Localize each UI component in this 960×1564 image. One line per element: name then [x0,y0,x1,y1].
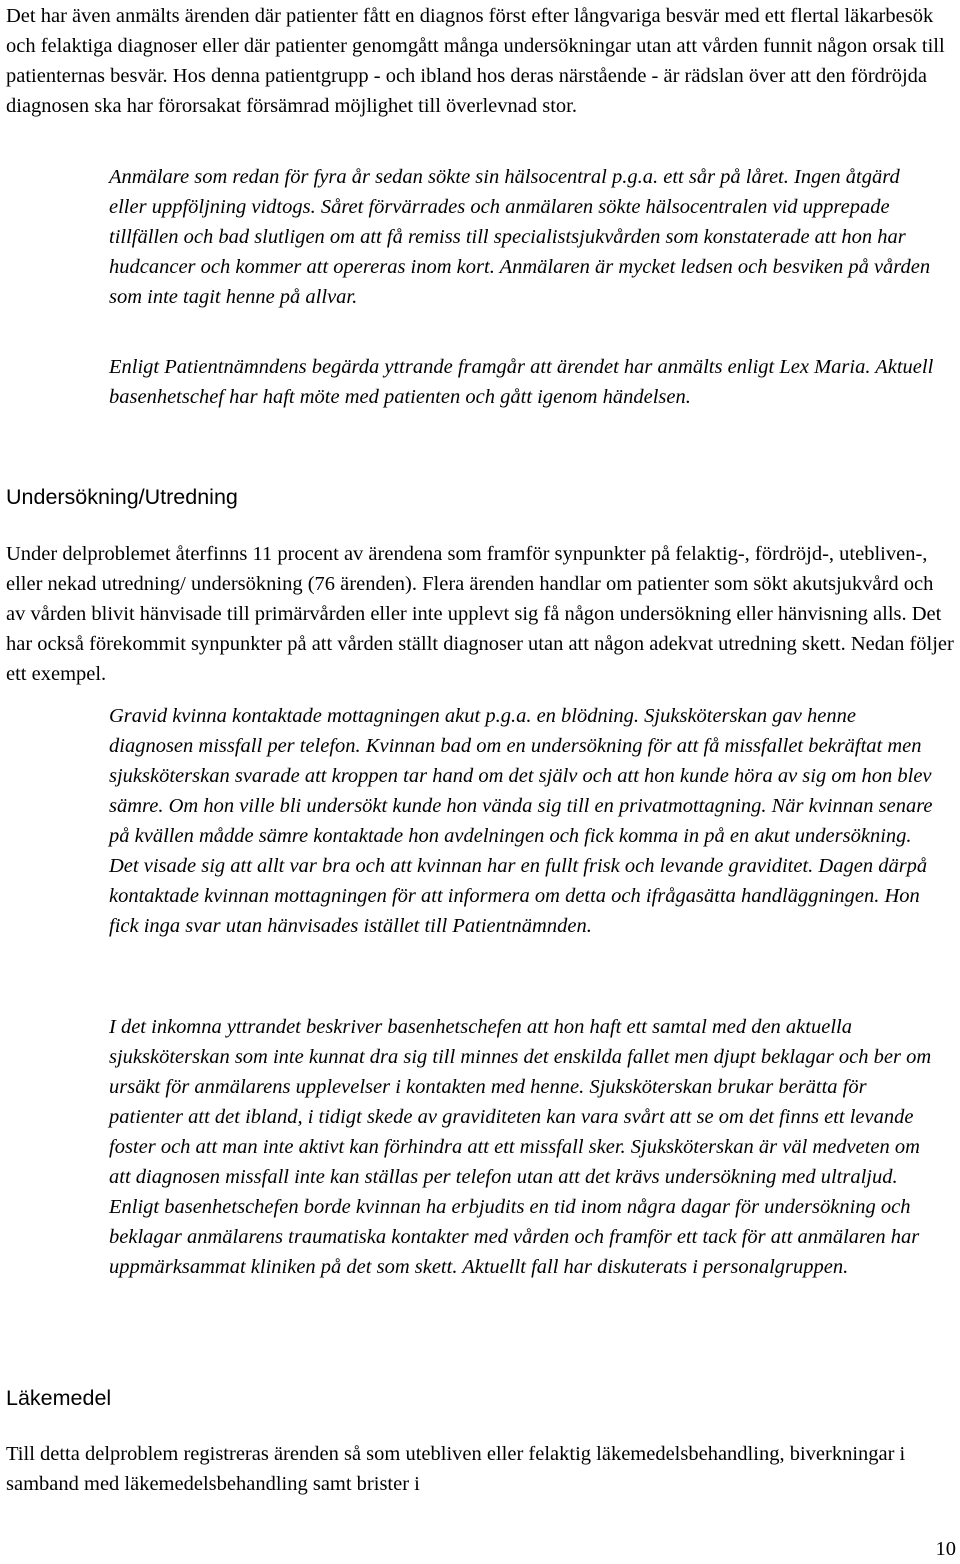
section-heading-undersokning: Undersökning/Utredning [6,485,238,509]
lakemedel-paragraph: Till detta delproblem registreras ärenden så som utebliven eller felaktig läkemedelsbehandling, biverkningar i samband med läkemedelsbehandling samt brister i [6,1443,906,1495]
section-heading-lakemedel: Läkemedel [6,1386,112,1410]
page-number: 10 [935,1538,956,1560]
case-quote-miscarriage-response: I det inkomna yttrandet beskriver basenhetschefen att hon haft ett samtal med den aktuella sjuksköterskan som inte kunnat dra sig till minnes det enskilda fallet men djupt beklagar och ber om ursäkt för anmälarens upplevelser i kontakten med henne. Sjuksköterskan brukar berätta för patienter att det ibland, i tidigt skede av graviditeten kan vara svårt att se om det finns ett levande foster och att man inte aktivt kan förhindra att ett missfall sker. Sjuksköterskan är väl medveten om att diagnosen missfall inte kan ställas per telefon utan att det krävs undersökning med ultraljud. Enligt basenhetschefen borde kvinnan ha erbjudits en tid inom några dagar för undersökning och beklagar anmälarens traumatiska kontakter med vården och framför ett tack för att anmälaren har uppmärksammat kliniken på det som skett. Aktuellt fall har diskuterats i personalgruppen. [109,1016,932,1278]
undersokning-paragraph: Under delproblemet återfinns 11 procent av ärendena som framför synpunkter på felaktig-, fördröjd-, utebliven-, eller nekad utredning/ undersökning (76 ärenden). Flera ärenden handlar om patienter som sökt akutsjukvård och av vården blivit hänvisade till primärvården eller inte upplevt sig få någon undersökning eller hänvisning alls. Det har också förekommit synpunkter på att vården ställt diagnoser utan att någon adekvat utredning skett. Nedan följer ett exempel. [6,543,954,685]
case-quote-skin-cancer: Anmälare som redan för fyra år sedan sökte sin hälsocentral p.g.a. ett sår på låret. Ingen åtgärd eller uppföljning vidtogs. Såret förvärrades och anmälaren sökte hälsocentralen vid upprepade tillfällen och bad slutligen om att få remiss till specialistsjukvården som konstaterade att hon har hudcancer och kommer att opereras inom kort. Anmälaren är mycket ledsen och besviken på vården som inte tagit henne på allvar. [109,166,931,308]
case-quote-miscarriage: Gravid kvinna kontaktade mottagningen akut p.g.a. en blödning. Sjuksköterskan gav henne diagnosen missfall per telefon. Kvinnan bad om en undersökning för att få missfallet bekräftat men sjuksköterskan svarade att kroppen tar hand om det själv och att hon kunde höra av sig om hon blev sämre. Om hon ville bli undersökt kunde hon vända sig till en privatmottagning. När kvinnan senare på kvällen mådde sämre kontaktade hon avdelningen och fick komma in på en akut undersökning. Det visade sig att allt var bra och att kvinnan har en fullt frisk och levande graviditet. Dagen därpå kontaktade kvinnan mottagningen för att informera om detta och ifrågasätta handläggningen. Hon fick inga svar utan hänvisades istället till Patientnämnden. [109,705,933,937]
intro-paragraph: Det har även anmälts ärenden där patienter fått en diagnos först efter långvariga besvär med ett flertal läkarbesök och felaktiga diagnoser eller där patienter genomgått många undersökningar utan att vården funnit någon orsak till patienternas besvär. Hos denna patientgrupp - och ibland hos deras närstående - är rädslan över att den fördröjda diagnosen ska har förorsakat försämrad möjlighet till överlevnad stor. [6,5,945,117]
case-quote-skin-cancer-response: Enligt Patientnämndens begärda yttrande framgår att ärendet har anmälts enligt Lex Maria. Aktuell basenhetschef har haft möte med patienten och gått igenom händelsen. [109,356,934,408]
